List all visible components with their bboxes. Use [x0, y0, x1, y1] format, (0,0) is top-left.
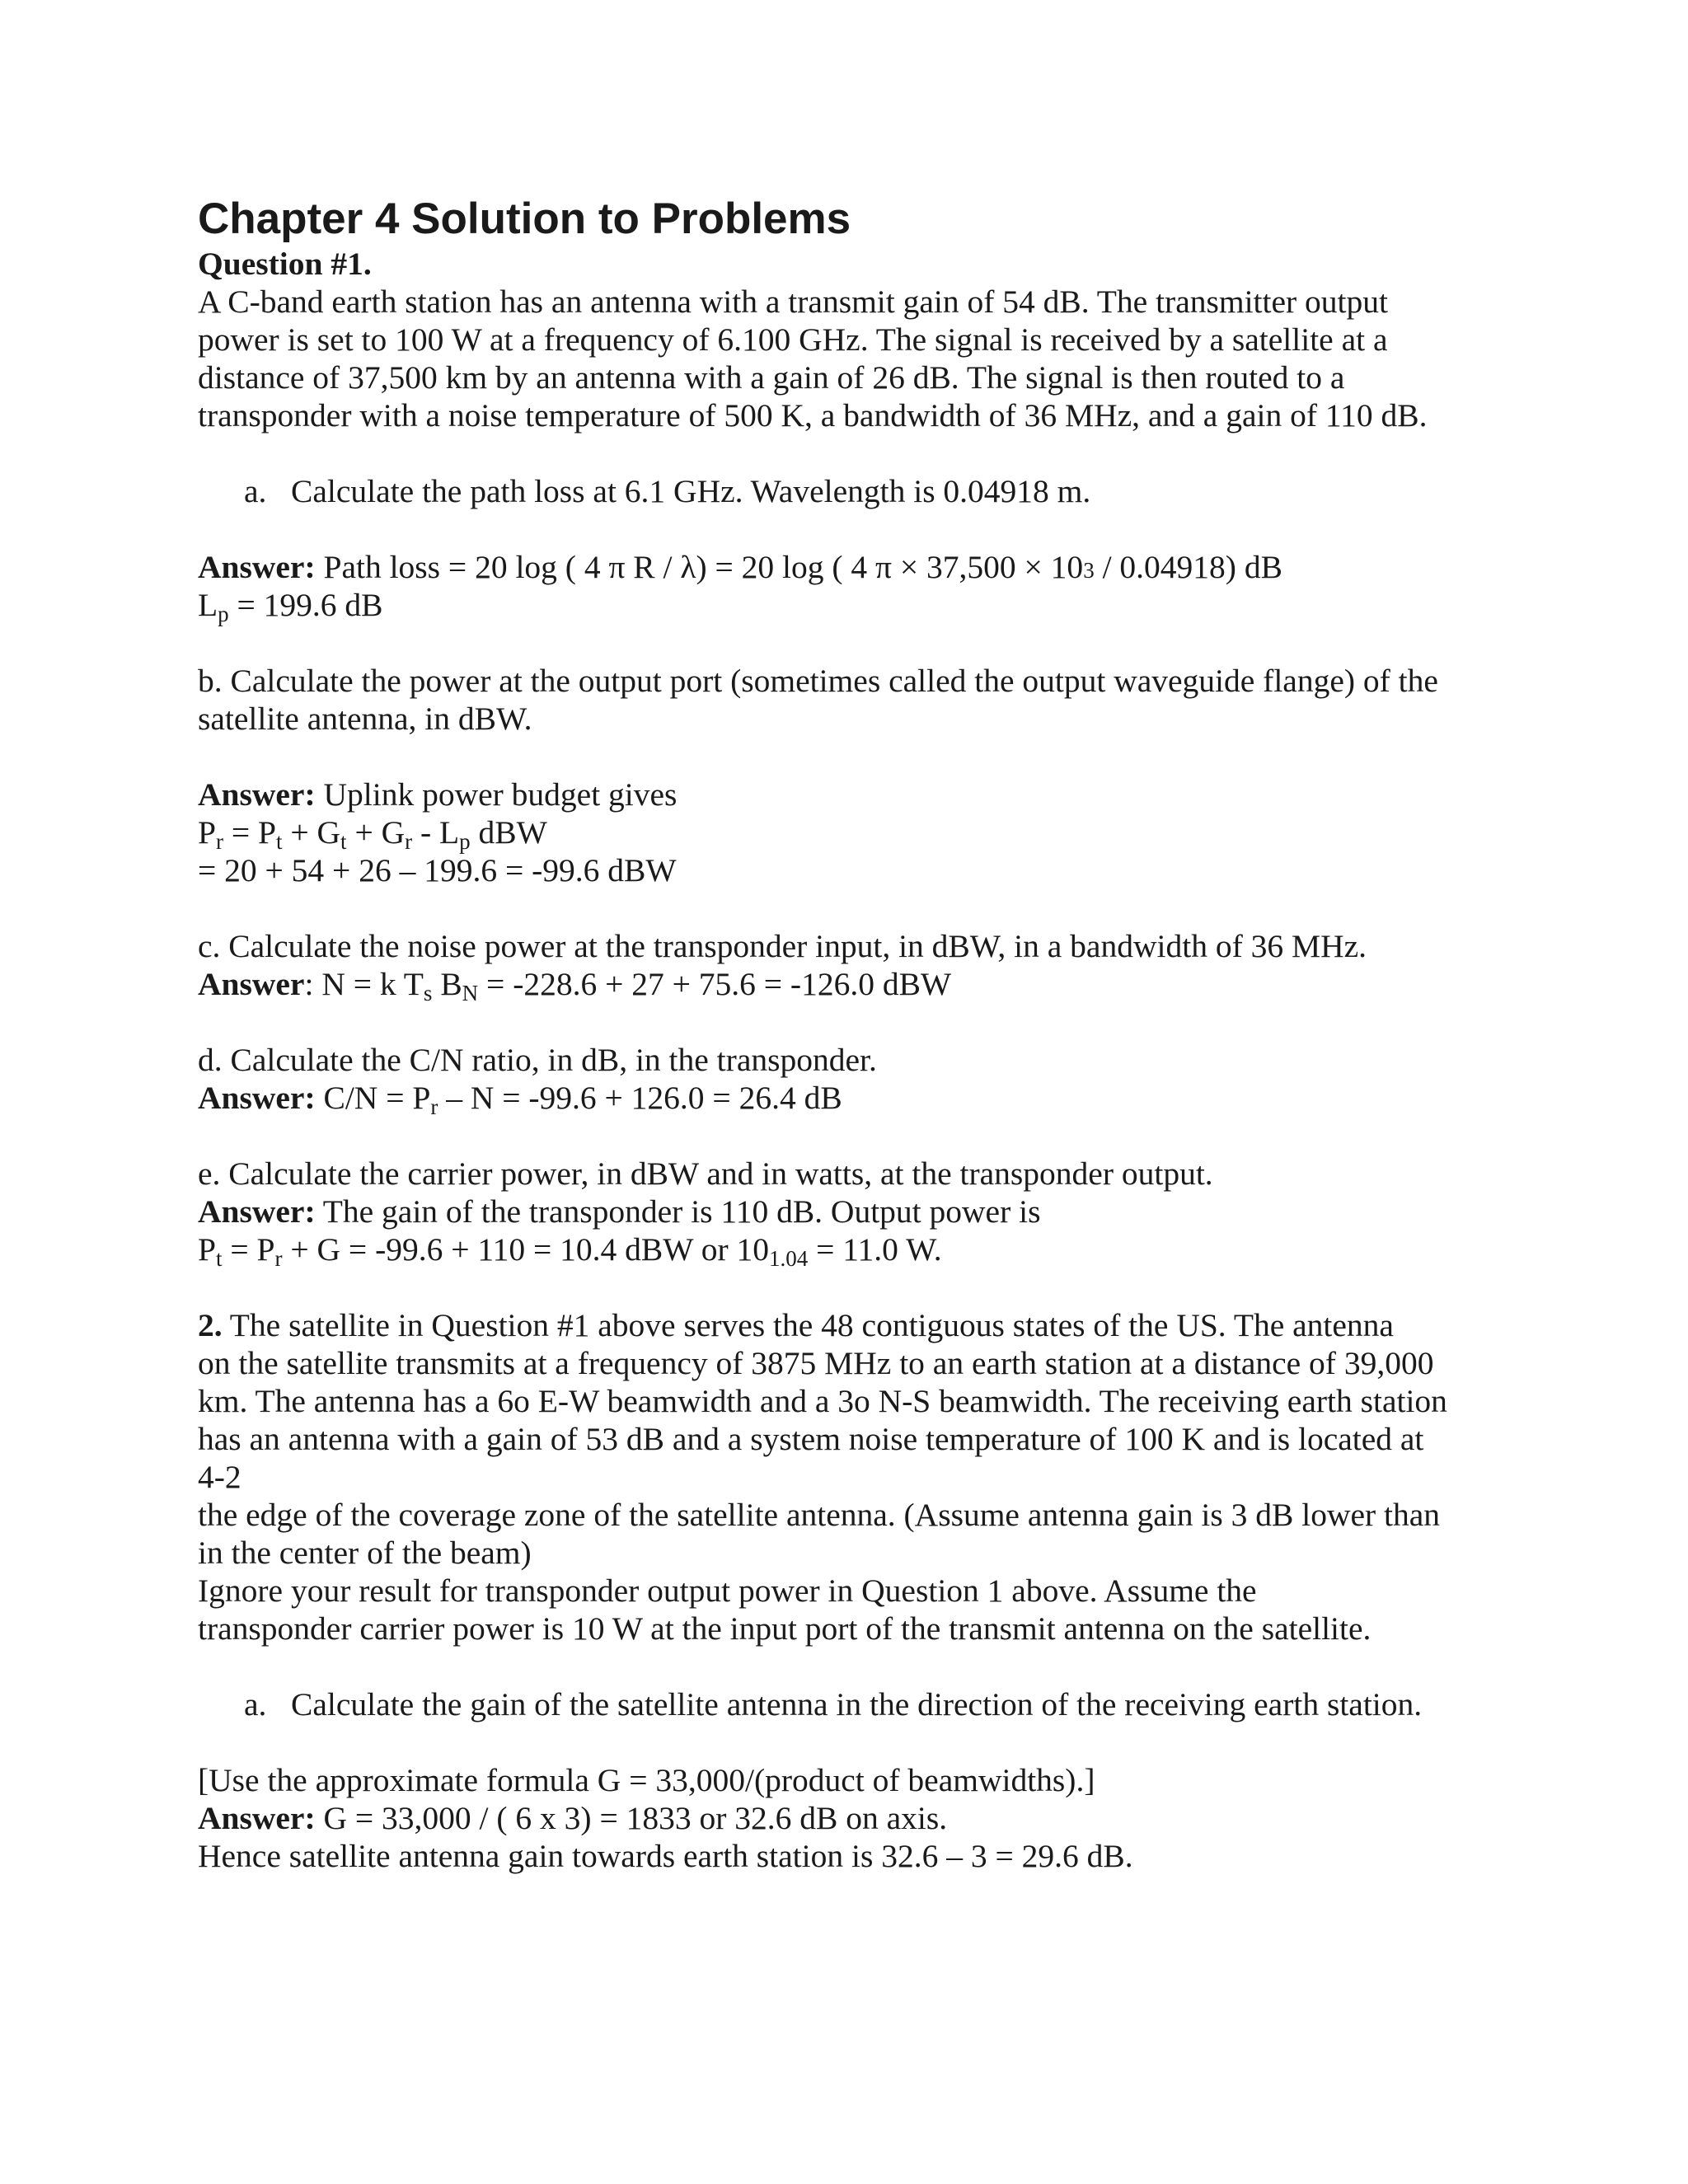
part-1e-question: e. Calculate the carrier power, in dBW and in watts, at the transponder output. — [198, 1155, 1213, 1192]
subscript: t — [275, 829, 283, 854]
subscript: N — [462, 981, 479, 1005]
symbol: L — [198, 587, 218, 623]
part-1a-question-text: Calculate the path loss at 6.1 GHz. Wavelength is 0.04918 m. — [291, 473, 1091, 509]
eq-term: + G — [282, 814, 341, 851]
eq-term: B — [432, 966, 462, 1002]
subscript: p — [218, 602, 229, 626]
part-1d-question: d. Calculate the C/N ratio, in dB, in the transponder. — [198, 1042, 877, 1078]
question-2-text-line: km. The antenna has a 6o E-W beamwidth and a 3o N-S beamwidth. The receiving earth station — [198, 1383, 1447, 1419]
uplink-budget-result: = 20 + 54 + 26 – 199.6 = -99.6 dBW — [198, 852, 677, 888]
answer-label: Answer: — [198, 549, 316, 585]
subscript: t — [340, 829, 347, 854]
question-2-text-line: Ignore your result for transponder output power in Question 1 above. Assume the — [198, 1572, 1257, 1609]
part-1b-answer — [198, 776, 677, 813]
part-1b-question-line: b. Calculate the power at the output port (sometimes called the output waveguide flange) of the — [198, 663, 1438, 699]
answer-text: G = 33,000 / ( 6 x 3) = 1833 or 32.6 dB on axis. — [315, 1800, 948, 1836]
eq-term: P — [198, 814, 216, 851]
answer-label: Answer: — [198, 1800, 316, 1836]
part-1b-question-line: satellite antenna, in dBW. — [198, 701, 532, 737]
subscript: r — [430, 1094, 438, 1119]
part-2a-conclusion: Hence satellite antenna gain towards earth station is 32.6 – 3 = 29.6 dB. — [198, 1838, 1133, 1874]
eq-term: C/N = P — [315, 1080, 431, 1116]
question-2-text-line: has an antenna with a gain of 53 dB and a system noise temperature of 100 K and is located at — [198, 1421, 1424, 1457]
list-marker: a. — [244, 473, 267, 509]
part-1a-question — [244, 472, 1090, 510]
part-2a-question — [244, 1685, 1422, 1723]
eq-term: – N = -99.6 + 126.0 = 26.4 dB — [438, 1080, 842, 1116]
path-loss-formula: Path loss = 20 log ( 4 π R / λ) = 20 log ( 4 π × 37,500 × 10 — [315, 549, 1084, 585]
eq-term: = -228.6 + 27 + 75.6 = -126.0 dBW — [478, 966, 952, 1002]
eq-term: = 11.0 W. — [808, 1231, 942, 1268]
eq-term: - L — [412, 814, 460, 851]
answer-label: Answer: — [198, 1080, 316, 1116]
eq-term: + G = -99.6 + 110 = 10.4 dBW or 10 — [282, 1231, 769, 1268]
question-2-text-line — [198, 1306, 1394, 1344]
question-1-heading: Question #1. — [198, 246, 372, 282]
part-2a-note: [Use the approximate formula G = 33,000/(product of beamwidths).] — [198, 1762, 1095, 1798]
subscript: t — [215, 1246, 223, 1271]
subscript: s — [423, 981, 433, 1005]
question-1-text-line: power is set to 100 W at a frequency of 6.100 GHz. The signal is received by a satellite at a — [198, 321, 1388, 358]
question-1-text-line: distance of 37,500 km by an antenna with a gain of 26 dB. The signal is then routed to a — [198, 359, 1345, 396]
question-2-text-line: the edge of the coverage zone of the satellite antenna. (Assume antenna gain is 3 dB lower than — [198, 1497, 1441, 1533]
uplink-budget-equation — [198, 813, 547, 855]
subscript: p — [459, 829, 471, 854]
question-1-text-line: A C-band earth station has an antenna with a transmit gain of 54 dB. The transmitter output — [198, 284, 1389, 320]
part-1c-question: c. Calculate the noise power at the transponder input, in dBW, in a bandwidth of 36 MHz. — [198, 928, 1367, 964]
result-value: = 199.6 dB — [228, 587, 383, 623]
eq-term: = P — [222, 1231, 275, 1268]
answer-label: Answer: — [198, 1193, 316, 1230]
list-marker: a. — [244, 1686, 267, 1722]
question-2-text-line: in the center of the beam) — [198, 1535, 532, 1571]
subscript: r — [405, 829, 413, 854]
output-power-equation — [198, 1230, 942, 1272]
question-2-text: The satellite in Question #1 above serves the 48 contiguous states of the US. The antenna — [222, 1307, 1394, 1343]
page-number: 4-2 — [198, 1459, 241, 1495]
answer-text: Uplink power budget gives — [315, 776, 678, 813]
part-2a-answer — [198, 1799, 947, 1837]
part-1a-answer — [198, 548, 1282, 589]
eq-term: P — [198, 1231, 216, 1268]
subscript: r — [274, 1246, 283, 1271]
eq-term: : N = k T — [304, 966, 424, 1002]
part-1a-result — [198, 586, 383, 627]
path-loss-formula-end: / 0.04918) dB — [1094, 549, 1282, 585]
question-2-number: 2. — [198, 1307, 223, 1343]
answer-label: Answer: — [198, 776, 316, 813]
eq-term: = P — [223, 814, 276, 851]
part-1d-answer — [198, 1079, 842, 1120]
answer-text: The gain of the transponder is 110 dB. Output power is — [315, 1193, 1041, 1230]
question-1-text-line: transponder with a noise temperature of 500 K, a bandwidth of 36 MHz, and a gain of 110 dB. — [198, 397, 1428, 434]
answer-label: Answer — [198, 966, 305, 1002]
part-2a-question-text: Calculate the gain of the satellite antenna in the direction of the receiving earth station. — [291, 1686, 1423, 1722]
question-2-text-line: transponder carrier power is 10 W at the input port of the transmit antenna on the satellite. — [198, 1610, 1372, 1647]
eq-term: dBW — [470, 814, 547, 851]
subscript: 1.04 — [769, 1246, 809, 1271]
eq-term: + G — [346, 814, 406, 851]
page-title: Chapter 4 Solution to Problems — [198, 194, 851, 243]
question-2-text-line: on the satellite transmits at a frequency of 3875 MHz to an earth station at a distance of 39,000 — [198, 1345, 1434, 1381]
part-1c-answer — [198, 965, 951, 1006]
exponent: 3 — [1083, 558, 1095, 583]
subscript: r — [215, 829, 223, 854]
part-1e-answer — [198, 1193, 1040, 1230]
